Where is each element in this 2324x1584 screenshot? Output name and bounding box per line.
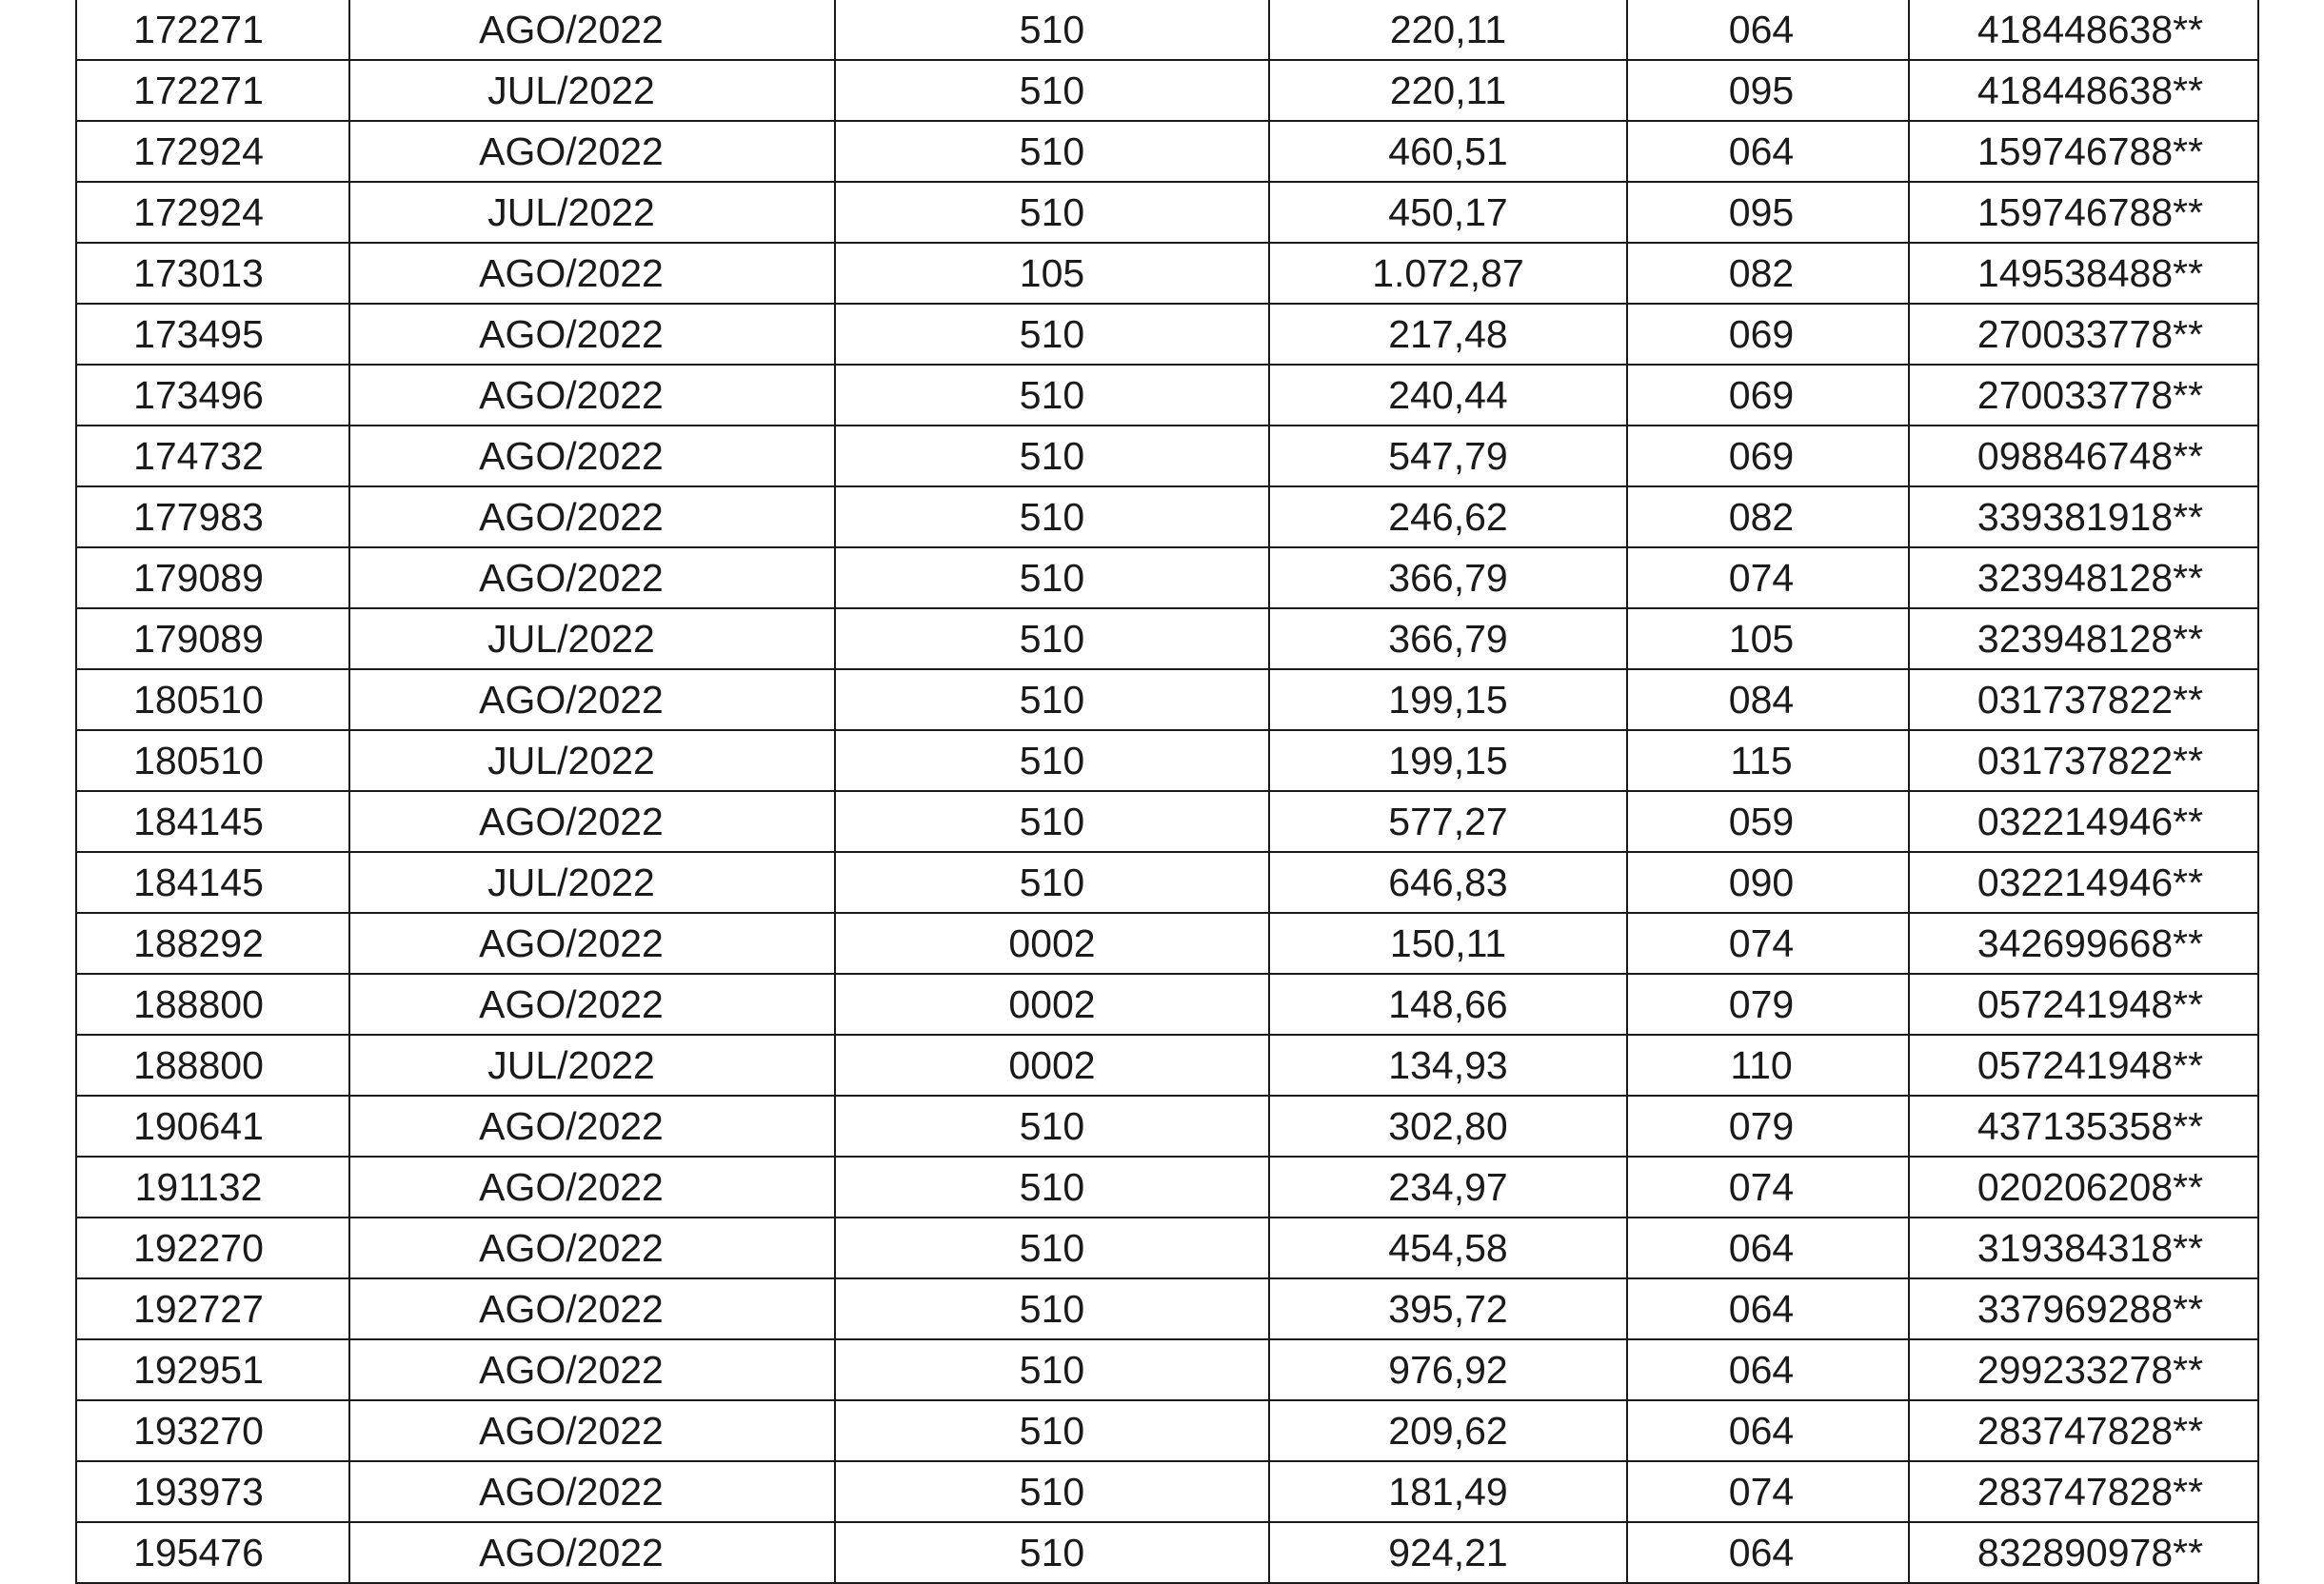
cell-referencia: JUL/2022 — [349, 1035, 835, 1096]
cell-matricula: 188292 — [76, 913, 349, 974]
cell-referencia: JUL/2022 — [349, 852, 835, 913]
table-row — [76, 182, 2258, 243]
cell-cpf: 283747828** — [1909, 1461, 2258, 1522]
cell-referencia: AGO/2022 — [349, 913, 835, 974]
cell-referencia: AGO/2022 — [349, 547, 835, 608]
cell-sequencia: 064 — [1627, 1400, 1909, 1461]
cell-matricula: 173496 — [76, 365, 349, 426]
cell-valor: 577,27 — [1269, 791, 1627, 852]
cell-sequencia: 064 — [1627, 1522, 1909, 1583]
cell-codigo: 510 — [835, 426, 1269, 486]
cell-codigo: 510 — [835, 1461, 1269, 1522]
cell-cpf: 159746788** — [1909, 121, 2258, 182]
cell-matricula: 173013 — [76, 243, 349, 304]
cell-matricula: 192270 — [76, 1218, 349, 1278]
cell-matricula: 174732 — [76, 426, 349, 486]
table-row — [76, 1461, 2258, 1522]
cell-codigo: 510 — [835, 304, 1269, 365]
cell-codigo: 510 — [835, 669, 1269, 730]
cell-referencia: AGO/2022 — [349, 1096, 835, 1157]
cell-referencia: AGO/2022 — [349, 486, 835, 547]
cell-referencia: AGO/2022 — [349, 1218, 835, 1278]
cell-referencia: JUL/2022 — [349, 608, 835, 669]
table-row — [76, 365, 2258, 426]
cell-matricula: 180510 — [76, 669, 349, 730]
cell-cpf: 032214946** — [1909, 791, 2258, 852]
cell-referencia: AGO/2022 — [349, 304, 835, 365]
table-row — [76, 1400, 2258, 1461]
table-row — [76, 1339, 2258, 1400]
cell-codigo: 510 — [835, 730, 1269, 791]
cell-valor: 547,79 — [1269, 426, 1627, 486]
cell-cpf: 031737822** — [1909, 730, 2258, 791]
cell-valor: 199,15 — [1269, 669, 1627, 730]
cell-sequencia: 059 — [1627, 791, 1909, 852]
cell-sequencia: 084 — [1627, 669, 1909, 730]
cell-referencia: AGO/2022 — [349, 0, 835, 60]
cell-cpf: 323948128** — [1909, 608, 2258, 669]
cell-referencia: AGO/2022 — [349, 1339, 835, 1400]
cell-codigo: 510 — [835, 1096, 1269, 1157]
cell-valor: 366,79 — [1269, 547, 1627, 608]
cell-codigo: 510 — [835, 1278, 1269, 1339]
cell-valor: 181,49 — [1269, 1461, 1627, 1522]
cell-matricula: 172271 — [76, 60, 349, 121]
cell-cpf: 299233278** — [1909, 1339, 2258, 1400]
cell-cpf: 418448638** — [1909, 0, 2258, 60]
cell-sequencia: 074 — [1627, 1461, 1909, 1522]
cell-referencia: AGO/2022 — [349, 1461, 835, 1522]
cell-valor: 246,62 — [1269, 486, 1627, 547]
cell-matricula: 195476 — [76, 1522, 349, 1583]
table-row — [76, 1218, 2258, 1278]
cell-valor: 454,58 — [1269, 1218, 1627, 1278]
cell-matricula: 172924 — [76, 182, 349, 243]
cell-referencia: AGO/2022 — [349, 669, 835, 730]
cell-sequencia: 074 — [1627, 547, 1909, 608]
cell-codigo: 510 — [835, 0, 1269, 60]
cell-sequencia: 095 — [1627, 182, 1909, 243]
table-row — [76, 791, 2258, 852]
cell-codigo: 510 — [835, 60, 1269, 121]
cell-referencia: AGO/2022 — [349, 1278, 835, 1339]
cell-matricula: 193270 — [76, 1400, 349, 1461]
cell-codigo: 510 — [835, 608, 1269, 669]
table-row — [76, 0, 2258, 60]
cell-cpf: 319384318** — [1909, 1218, 2258, 1278]
cell-matricula: 177983 — [76, 486, 349, 547]
cell-matricula: 180510 — [76, 730, 349, 791]
cell-referencia: AGO/2022 — [349, 365, 835, 426]
cell-valor: 199,15 — [1269, 730, 1627, 791]
cell-codigo: 0002 — [835, 913, 1269, 974]
cell-cpf: 057241948** — [1909, 1035, 2258, 1096]
cell-cpf: 342699668** — [1909, 913, 2258, 974]
cell-referencia: AGO/2022 — [349, 1400, 835, 1461]
cell-codigo: 510 — [835, 852, 1269, 913]
cell-sequencia: 079 — [1627, 974, 1909, 1035]
table-body — [76, 0, 2258, 1583]
cell-valor: 395,72 — [1269, 1278, 1627, 1339]
cell-sequencia: 082 — [1627, 486, 1909, 547]
cell-codigo: 105 — [835, 243, 1269, 304]
cell-referencia: JUL/2022 — [349, 182, 835, 243]
cell-cpf: 020206208** — [1909, 1157, 2258, 1218]
cell-cpf: 437135358** — [1909, 1096, 2258, 1157]
cell-valor: 1.072,87 — [1269, 243, 1627, 304]
cell-matricula: 192951 — [76, 1339, 349, 1400]
cell-matricula: 173495 — [76, 304, 349, 365]
cell-matricula: 179089 — [76, 608, 349, 669]
cell-codigo: 510 — [835, 365, 1269, 426]
cell-referencia: JUL/2022 — [349, 730, 835, 791]
cell-referencia: AGO/2022 — [349, 121, 835, 182]
cell-valor: 924,21 — [1269, 1522, 1627, 1583]
cell-sequencia: 069 — [1627, 304, 1909, 365]
cell-codigo: 510 — [835, 1400, 1269, 1461]
cell-matricula: 188800 — [76, 974, 349, 1035]
cell-cpf: 098846748** — [1909, 426, 2258, 486]
table-row — [76, 426, 2258, 486]
cell-referencia: AGO/2022 — [349, 974, 835, 1035]
cell-cpf: 057241948** — [1909, 974, 2258, 1035]
cell-sequencia: 069 — [1627, 426, 1909, 486]
cell-codigo: 510 — [835, 1157, 1269, 1218]
cell-referencia: AGO/2022 — [349, 791, 835, 852]
cell-valor: 366,79 — [1269, 608, 1627, 669]
cell-valor: 240,44 — [1269, 365, 1627, 426]
cell-cpf: 323948128** — [1909, 547, 2258, 608]
cell-sequencia: 064 — [1627, 121, 1909, 182]
cell-sequencia: 110 — [1627, 1035, 1909, 1096]
cell-sequencia: 064 — [1627, 1339, 1909, 1400]
cell-cpf: 418448638** — [1909, 60, 2258, 121]
cell-referencia: AGO/2022 — [349, 426, 835, 486]
table-row — [76, 852, 2258, 913]
table-row — [76, 669, 2258, 730]
cell-matricula: 179089 — [76, 547, 349, 608]
cell-sequencia: 074 — [1627, 1157, 1909, 1218]
table-row — [76, 1035, 2258, 1096]
cell-codigo: 510 — [835, 1522, 1269, 1583]
cell-sequencia: 064 — [1627, 1218, 1909, 1278]
table-row — [76, 1522, 2258, 1583]
table-row — [76, 913, 2258, 974]
cell-codigo: 510 — [835, 791, 1269, 852]
cell-referencia: AGO/2022 — [349, 1522, 835, 1583]
cell-cpf: 270033778** — [1909, 365, 2258, 426]
cell-cpf: 832890978** — [1909, 1522, 2258, 1583]
cell-valor: 234,97 — [1269, 1157, 1627, 1218]
cell-valor: 209,62 — [1269, 1400, 1627, 1461]
table-row — [76, 486, 2258, 547]
cell-sequencia: 069 — [1627, 365, 1909, 426]
cell-matricula: 191132 — [76, 1157, 349, 1218]
table-row — [76, 1278, 2258, 1339]
cell-codigo: 0002 — [835, 1035, 1269, 1096]
cell-matricula: 192727 — [76, 1278, 349, 1339]
cell-sequencia: 064 — [1627, 0, 1909, 60]
cell-sequencia: 079 — [1627, 1096, 1909, 1157]
table-row — [76, 121, 2258, 182]
cell-sequencia: 115 — [1627, 730, 1909, 791]
document-table — [75, 0, 2259, 1584]
cell-codigo: 510 — [835, 1339, 1269, 1400]
cell-matricula: 184145 — [76, 852, 349, 913]
cell-valor: 148,66 — [1269, 974, 1627, 1035]
cell-sequencia: 105 — [1627, 608, 1909, 669]
cell-valor: 217,48 — [1269, 304, 1627, 365]
cell-matricula: 184145 — [76, 791, 349, 852]
cell-cpf: 031737822** — [1909, 669, 2258, 730]
cell-matricula: 188800 — [76, 1035, 349, 1096]
cell-referencia: AGO/2022 — [349, 1157, 835, 1218]
cell-valor: 302,80 — [1269, 1096, 1627, 1157]
table-row — [76, 608, 2258, 669]
cell-valor: 976,92 — [1269, 1339, 1627, 1400]
cell-cpf: 283747828** — [1909, 1400, 2258, 1461]
cell-sequencia: 082 — [1627, 243, 1909, 304]
cell-sequencia: 090 — [1627, 852, 1909, 913]
cell-codigo: 0002 — [835, 974, 1269, 1035]
cell-sequencia: 095 — [1627, 60, 1909, 121]
cell-matricula: 172271 — [76, 0, 349, 60]
table-row — [76, 974, 2258, 1035]
cell-valor: 134,93 — [1269, 1035, 1627, 1096]
cell-matricula: 190641 — [76, 1096, 349, 1157]
cell-cpf: 339381918** — [1909, 486, 2258, 547]
cell-sequencia: 074 — [1627, 913, 1909, 974]
cell-referencia: AGO/2022 — [349, 243, 835, 304]
cell-valor: 450,17 — [1269, 182, 1627, 243]
cell-codigo: 510 — [835, 182, 1269, 243]
cell-cpf: 270033778** — [1909, 304, 2258, 365]
cell-cpf: 149538488** — [1909, 243, 2258, 304]
cell-valor: 460,51 — [1269, 121, 1627, 182]
cell-valor: 646,83 — [1269, 852, 1627, 913]
cell-valor: 220,11 — [1269, 60, 1627, 121]
cell-codigo: 510 — [835, 121, 1269, 182]
cell-matricula: 193973 — [76, 1461, 349, 1522]
cell-codigo: 510 — [835, 547, 1269, 608]
table-row — [76, 1157, 2258, 1218]
table-row — [76, 1096, 2258, 1157]
cell-cpf: 159746788** — [1909, 182, 2258, 243]
cell-valor: 220,11 — [1269, 0, 1627, 60]
cell-codigo: 510 — [835, 1218, 1269, 1278]
table-row — [76, 243, 2258, 304]
cell-codigo: 510 — [835, 486, 1269, 547]
cell-valor: 150,11 — [1269, 913, 1627, 974]
cell-cpf: 032214946** — [1909, 852, 2258, 913]
table-row — [76, 304, 2258, 365]
table-row — [76, 730, 2258, 791]
cell-referencia: JUL/2022 — [349, 60, 835, 121]
cell-matricula: 172924 — [76, 121, 349, 182]
table-row — [76, 60, 2258, 121]
cell-cpf: 337969288** — [1909, 1278, 2258, 1339]
table-row — [76, 547, 2258, 608]
cell-sequencia: 064 — [1627, 1278, 1909, 1339]
